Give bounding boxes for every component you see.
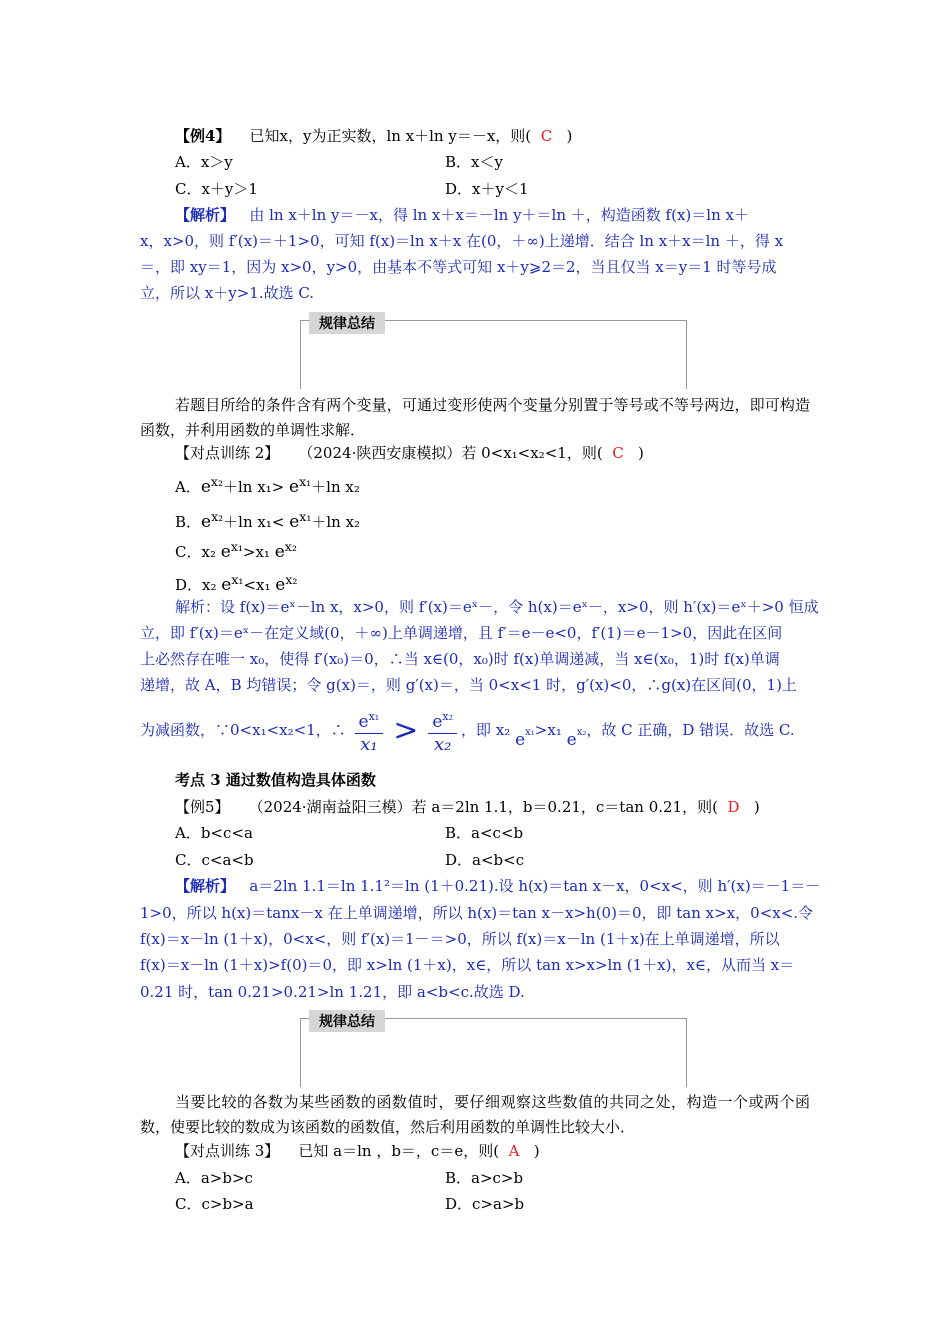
example5-analysis-line-3: f(x)＝x－ln (1＋x)，0<x<，则 f′(x)＝1－＝>0，所以 f(x)＝x－ln (1＋x)在上单调递增，所以 [140, 930, 780, 948]
drill2-title: 【对点训练 2】 [175, 444, 280, 462]
example5-stem [175, 797, 760, 817]
drill2-stem [175, 443, 644, 463]
drill2-option-c-label: C． [175, 543, 202, 561]
drill2-analysis-line-3: 上必然存在唯一 x₀，使得 f′(x₀)＝0，∴当 x∈(0，x₀)时 f(x)单调递减，当 x∈(x₀，1)时 f(x)单调 [140, 650, 780, 668]
drill2-option-d [175, 570, 297, 595]
drill3-title: 【对点训练 3】 [175, 1142, 280, 1160]
example4-analysis-line-4: 立，所以 x＋y>1.故选 C. [140, 284, 315, 302]
summary-box-1 [300, 316, 687, 389]
drill2-option-c-exp1: x₁ [230, 539, 243, 554]
drill2-option-a-e1: e [200, 477, 211, 497]
drill3-option-b: B．a>c>b [445, 1169, 524, 1187]
drill2-option-b-mid: ＋ln x₁< [223, 513, 285, 531]
fraction-1-denominator: x₁ [360, 734, 378, 755]
drill2-option-b-e2: e [289, 512, 300, 532]
drill2-option-b-end: ＋ln x₂ [311, 513, 361, 531]
example4-analysis-line-1 [175, 205, 749, 225]
example5-close: ) [753, 798, 760, 816]
summary-box-1-title: 规律总结 [309, 312, 385, 334]
example4-question: 已知x，y为正实数，ln x＋ln y＝－x，则( [249, 127, 532, 145]
drill2-option-d-e2: e [275, 575, 286, 595]
drill2-option-b [175, 507, 360, 532]
example4-analysis-line-2: x，x>0，则 f′(x)＝＋1>0，可知 f(x)＝ln x＋x 在(0，＋∞)上递增．结合 ln x＋x＝ln ＋，得 x [140, 232, 784, 250]
drill2-analysis-exp1: x₁ [525, 727, 535, 738]
drill2-close: ) [638, 444, 644, 462]
drill2-analysis-mid: >x₁ [534, 721, 562, 739]
drill2-question: （2024·陕西安康模拟）若 0<x₁<x₂<1，则( [298, 444, 603, 462]
example4-analysis-text-1: 由 ln x＋ln y＝－x，得 ln x＋x＝－ln y＋＝ln ＋，构造函数 f(x)＝ln x＋ [249, 206, 749, 224]
example5-analysis-line-4: f(x)＝x－ln (1＋x)>f(0)＝0，即 x>ln (1＋x)，x∈，所以 tan x>x>ln (1＋x)，x∈，从而当 x＝ [140, 956, 795, 974]
example5-analysis-line-5: 0.21 时，tan 0.21>0.21>ln 1.21，即 a<b<c.故选 D. [140, 983, 525, 1001]
example5-analysis-line-2: 1>0，所以 h(x)＝tanx－x 在上单调递增，所以 h(x)＝tan x－x>h(0)＝0，即 tan x>x，0<x<.令 [140, 904, 814, 922]
drill2-option-a-label: A． [175, 478, 201, 496]
section-3-heading: 考点 3 通过数值构造具体函数 [175, 771, 376, 789]
drill2-option-d-e1: e [221, 575, 232, 595]
drill3-answer: A [508, 1142, 520, 1160]
fraction-2-base: e [432, 712, 443, 732]
summary-text-2: 当要比较的各数为某些函数的函数值时，要仔细观察这些数值的共同之处，构造一个或两个函数，使要比较的数成为该函数的函数值，然后利用函数的单调性比较大小． [140, 1093, 810, 1136]
drill2-analysis-line-4: 递增，故 A，B 均错误；令 g(x)＝，则 g′(x)＝，当 0<x<1 时，g′(x)<0，∴g(x)在区间(0，1)上 [140, 676, 797, 694]
drill2-option-a-e2: e [289, 477, 300, 497]
example4-analysis-line-3: ＝，即 xy＝1，因为 x>0，y>0，由基本不等式可知 x＋y⩾2＝2，当且仅当 x＝y＝1 时等号成 [140, 258, 777, 276]
drill2-option-c-mid: >x₁ [242, 543, 270, 561]
drill3-option-d: D．c>a>b [445, 1195, 525, 1213]
example4-close: ) [566, 127, 573, 145]
drill2-option-c [175, 537, 297, 562]
drill3-question: 已知 a＝ln ，b＝，c＝e，则( [298, 1142, 500, 1160]
drill3-stem [175, 1141, 540, 1161]
example4-stem [175, 126, 572, 146]
drill2-option-c-exp2: x₂ [284, 539, 297, 554]
fraction-1-base: e [358, 712, 369, 732]
example5-option-d: D．a<b<c [445, 851, 525, 869]
drill2-option-d-exp1: x₁ [231, 572, 244, 587]
drill2-answer: C [612, 444, 624, 462]
fraction-2-denominator: x₂ [434, 734, 452, 755]
drill2-analysis-e2: e [566, 730, 577, 750]
example5-analysis-label: 【解析】 [175, 877, 236, 895]
example4-analysis-label: 【解析】 [175, 206, 236, 224]
drill3-close: ) [533, 1142, 540, 1160]
example5-option-a: A．b<c<a [175, 824, 253, 842]
drill2-analysis-line-5 [140, 700, 795, 762]
greater-than-sign: > [393, 713, 419, 748]
drill2-analysis-line-5-start: 为减函数，∵0<x₁<x₂<1，∴ [140, 721, 346, 739]
example5-title: 【例5】 [175, 798, 230, 816]
fraction-1-exp: x₁ [368, 710, 380, 723]
example4-title: 【例4】 [175, 127, 231, 145]
drill2-analysis-ending: ，故 C 正确，D 错误．故选 C. [586, 721, 795, 739]
drill3-option-a: A．a>b>c [175, 1169, 253, 1187]
drill2-option-a [175, 472, 360, 497]
example4-option-a: A．x＞y [175, 153, 233, 171]
drill2-analysis-line-1: 解析：设 f(x)＝eˣ－ln x，x>0，则 f′(x)＝eˣ－，令 h(x)＝eˣ－，x>0，则 h′(x)＝eˣ＋>0 恒成 [175, 598, 819, 616]
example4-option-d: D．x＋y＜1 [445, 180, 529, 198]
drill2-option-b-e1: e [201, 512, 212, 532]
drill2-option-b-exp1: x₂ [211, 509, 224, 524]
drill2-option-c-e1: e [220, 542, 231, 562]
example4-option-b: B．x＜y [445, 153, 503, 171]
example5-analysis-text-1: a＝2ln 1.1＝ln 1.1²＝ln (1＋0.21).设 h(x)＝tan x－x，0<x<，则 h′(x)＝－1＝－ [249, 877, 821, 895]
example4-answer: C [540, 127, 553, 145]
fraction-1 [355, 706, 384, 756]
example4-option-c: C．x＋y＞1 [175, 180, 258, 198]
drill2-analysis-e1: e [515, 730, 526, 750]
drill2-analysis-exp2: x₂ [576, 727, 587, 738]
drill2-option-c-x2: x₂ [201, 543, 216, 561]
fraction-2 [428, 706, 457, 756]
drill2-option-c-e2: e [274, 542, 285, 562]
summary-box-2 [300, 1014, 687, 1087]
drill2-analysis-line-2: 立，即 f′(x)＝eˣ－在定义域(0，＋∞)上单调递增，且 f′＝e－e<0，f′(1)＝e－1>0，因此在区间 [140, 624, 783, 642]
example5-option-b: B．a<c<b [445, 824, 524, 842]
example5-option-c: C．c<a<b [175, 851, 254, 869]
example5-answer: D [727, 798, 740, 816]
summary-text-1: 若题目所给的条件含有两个变量，可通过变形使两个变量分别置于等号或不等号两边，即可构造函数，并利用函数的单调性求解． [140, 396, 810, 439]
example5-analysis-line-1 [175, 876, 820, 896]
drill2-option-a-exp2: x₁ [299, 474, 312, 489]
drill2-option-d-exp2: x₂ [285, 572, 298, 587]
drill2-option-d-x2: x₂ [202, 576, 217, 594]
drill2-option-a-end: ＋ln x₂ [311, 478, 360, 496]
drill2-option-b-label: B． [175, 513, 202, 531]
drill2-option-b-exp2: x₁ [299, 509, 312, 524]
example5-question: （2024·湖南益阳三模）若 a＝2ln 1.1，b＝0.21，c＝tan 0.21，则( [248, 798, 718, 816]
summary-box-2-title: 规律总结 [309, 1010, 385, 1032]
drill2-option-a-exp1: x₂ [210, 474, 223, 489]
fraction-2-exp: x₂ [442, 710, 454, 723]
drill3-option-c: C．c>b>a [175, 1195, 254, 1213]
drill2-option-a-mid: ＋ln x₁> [222, 478, 285, 496]
drill2-option-d-label: D． [175, 576, 203, 594]
drill2-analysis-after-fraction: ，即 x₂ [461, 721, 511, 739]
drill2-option-d-mid: <x₁ [243, 576, 271, 594]
